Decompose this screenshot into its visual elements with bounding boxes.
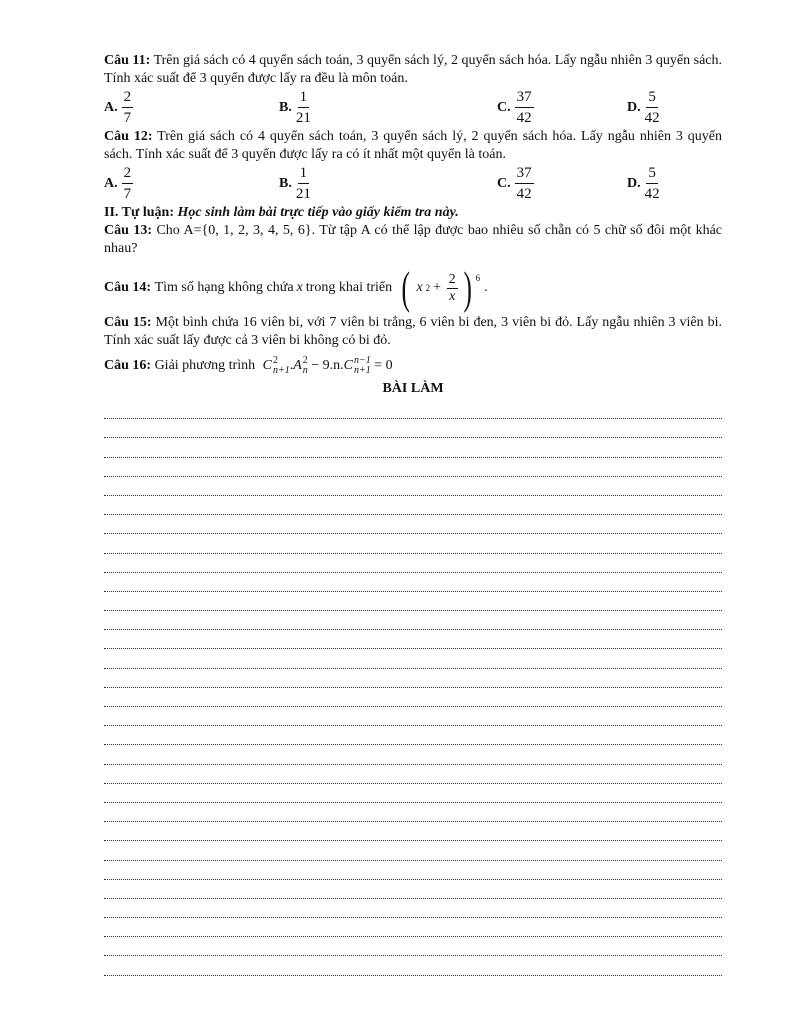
question-12-options [104,164,722,204]
question-16-text: Giải phương trình [154,358,256,374]
question-12-label: Câu 12: [104,129,153,144]
answer-line[interactable] [104,880,722,899]
answer-line[interactable] [104,477,722,496]
answer-line[interactable] [104,784,722,803]
answer-line[interactable] [104,534,722,553]
question-13 [104,222,722,258]
q12-option-d-fraction: $\frac{5}{42}$ [644,165,660,202]
q11-option-b[interactable]: B. $\frac{1}{21}$ [279,89,311,126]
answer-line[interactable] [104,745,722,764]
equation-middle: − 9.n. [311,358,344,374]
answer-line[interactable] [104,554,722,573]
question-13-label: Câu 13: [104,223,153,238]
answer-line[interactable] [104,611,722,630]
right-paren: ) [463,262,473,313]
answer-line[interactable] [104,496,722,515]
section-essay-instruction: Học sinh làm bài trực tiếp vào giấy kiểm tra này. [177,205,459,220]
q12-option-a[interactable]: A. $\frac{2}{7}$ [104,165,132,202]
question-11-label: Câu 11: [104,53,151,68]
question-12 [104,128,722,164]
binomial-fraction: $\frac{2}{x}$ [448,271,456,304]
answer-title: BÀI LÀM [382,381,444,396]
left-paren: ( [401,262,410,313]
question-14-end: . [484,280,488,295]
question-11-options [104,88,722,128]
answer-line[interactable] [104,630,722,649]
answer-line[interactable] [104,803,722,822]
answer-line[interactable] [104,515,722,534]
binomial-base: x [416,280,423,295]
binomial-power: 6 [475,273,481,283]
answer-line[interactable] [104,458,722,477]
q12-option-b[interactable]: B. $\frac{1}{21}$ [279,165,311,202]
question-15-text: Một bình chứa 16 viên bi, với 7 viên bi trắng, 6 viên bi đen, 3 viên bi đỏ. Lấy ngẫu nhiên 3 viên bi. Tính xác suất lấy được cả 3 viên bi không có bi đỏ. [104,315,723,348]
q11-option-c-fraction: $\frac{37}{42}$ [516,89,532,126]
binomial-plus: + [433,280,442,295]
answer-lines[interactable] [104,400,722,976]
question-14-variable: x [296,280,303,295]
answer-line[interactable] [104,669,722,688]
answer-line[interactable] [104,918,722,937]
question-13-text: Cho A={0, 1, 2, 3, 4, 5, 6}. Từ tập A có thể lập được bao nhiêu số chẵn có 5 chữ số đôi một khác nhau? [104,223,723,256]
answer-line[interactable] [104,688,722,707]
answer-line[interactable] [104,822,722,841]
question-11 [104,52,722,88]
equation-rhs: = 0 [374,358,393,374]
answer-line[interactable] [104,841,722,860]
answer-line[interactable] [104,419,722,438]
equation: C 2 n+1 .A 2 n − 9.n.C n−1 n+1 = 0 [262,355,393,376]
q12-option-c[interactable]: C. $\frac{37}{42}$ [497,165,532,202]
question-16 [104,356,722,376]
question-14 [104,262,722,314]
q12-option-c-fraction: $\frac{37}{42}$ [516,165,532,202]
answer-line[interactable] [104,438,722,457]
answer-line[interactable] [104,649,722,668]
question-15-label: Câu 15: [104,315,152,330]
exam-page [104,52,722,976]
question-14-text-after: trong khai triển [305,280,393,295]
answer-line[interactable] [104,400,722,419]
binomial-expression [398,262,481,313]
q11-option-d[interactable]: D. $\frac{5}{42}$ [627,89,660,126]
question-14-label: Câu 14: [104,280,152,295]
question-14-text-before: Tìm số hạng không chứa [154,280,294,295]
combination-symbol-2: C [343,358,354,374]
q12-option-a-fraction: $\frac{2}{7}$ [123,165,132,202]
section-essay-label: II. Tự luận: [104,205,175,220]
q11-option-a[interactable]: A. $\frac{2}{7}$ [104,89,132,126]
answer-line[interactable] [104,573,722,592]
question-15 [104,314,722,350]
q11-option-c[interactable]: C. $\frac{37}{42}$ [497,89,532,126]
combination-symbol-1: C [262,358,272,374]
answer-line[interactable] [104,861,722,880]
answer-line[interactable] [104,899,722,918]
question-12-text: Trên giá sách có 4 quyển sách toán, 3 quyển sách lý, 2 quyển sách hóa. Lấy ngẫu nhiên 3 quyển sách. Tính xác suất để 3 quyển được lấy ra có ít nhất một quyển là toán. [104,129,722,162]
q12-option-d[interactable]: D. $\frac{5}{42}$ [627,165,660,202]
q11-option-b-fraction: $\frac{1}{21}$ [295,89,311,126]
binomial-base-exponent: 2 [425,283,431,293]
question-16-label: Câu 16: [104,358,152,374]
question-11-text: Trên giá sách có 4 quyển sách toán, 3 quyển sách lý, 2 quyển sách hóa. Lấy ngẫu nhiên 3 quyển sách. Tính xác suất để 3 quyển được lấy ra đều là môn toán. [104,53,722,86]
q11-option-a-fraction: $\frac{2}{7}$ [123,89,132,126]
arrangement-symbol: A [293,358,302,374]
answer-line[interactable] [104,707,722,726]
answer-line[interactable] [104,765,722,784]
answer-line[interactable] [104,937,722,956]
answer-line[interactable] [104,726,722,745]
q12-option-b-fraction: $\frac{1}{21}$ [295,165,311,202]
answer-line[interactable] [104,592,722,611]
answer-line[interactable] [104,956,722,975]
q11-option-d-fraction: $\frac{5}{42}$ [644,89,660,126]
section-essay-heading [104,204,722,222]
